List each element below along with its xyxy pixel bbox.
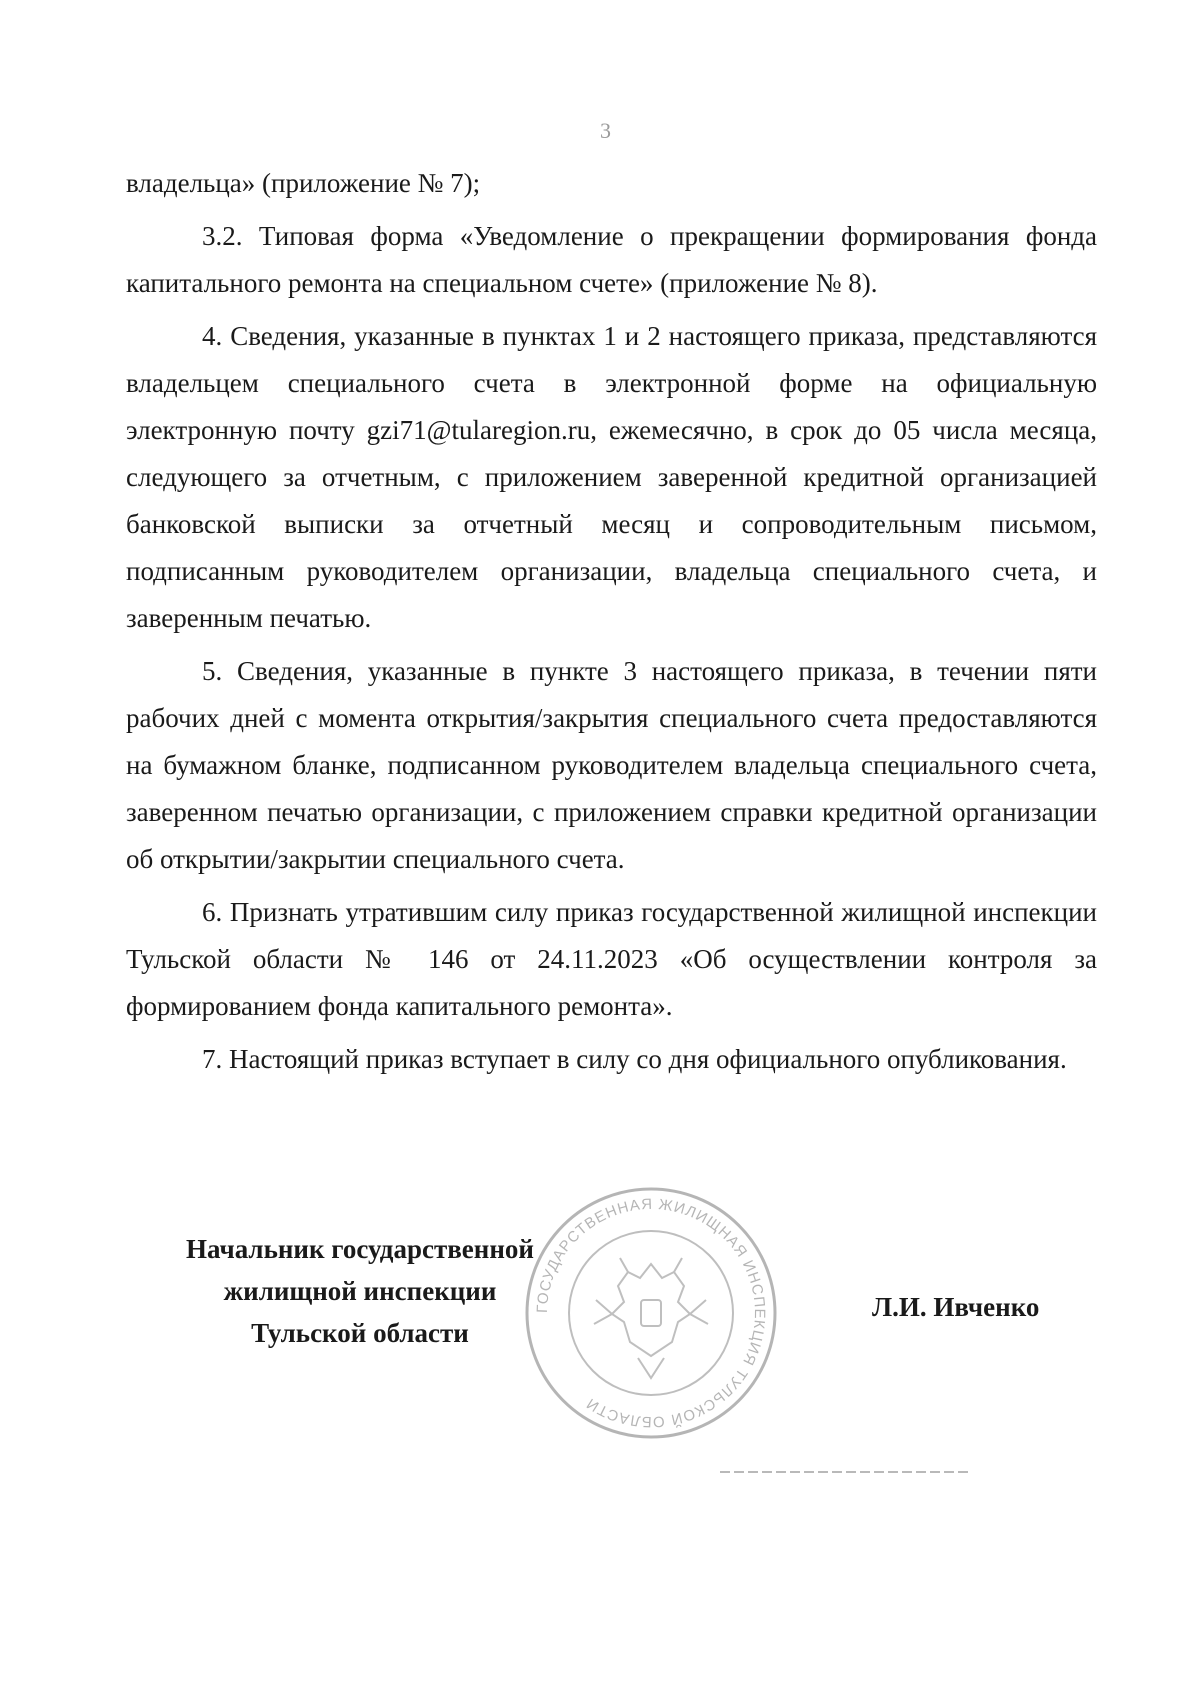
document-body [126, 160, 1097, 1089]
paragraph-3-2: 3.2. Типовая форма «Уведомление о прекращении формирования фонда капитального ремонта на специальном счете» (приложение № 8). [126, 221, 1097, 298]
paragraph-5: 5. Сведения, указанные в пункте 3 настоящего приказа, в течении пяти рабочих дней с момента открытия/закрытия специального счета предоставляются на бумажном бланке, подписанном руководителем владельца специального счета, заверенном печатью организации, с приложением справки кредитной организации об открытии/закрытии специального счета. [126, 656, 1097, 874]
paragraph-4: 4. Сведения, указанные в пунктах 1 и 2 настоящего приказа, представляются владельцем специального счета в электронной форме на официальную электронную почту gzi71@tularegion.ru, ежемесячно, в срок до 05 числа месяца, следующего за отчетным, с приложением заверенной кредитной организацией банковской выписки за отчетный месяц и сопроводительным письмом, подписанным руководителем организации, владельца специального счета, и заверенным печатью. [126, 321, 1097, 633]
signatory-name: Л.И. Ивченко [872, 1292, 1040, 1322]
seal-text: ГОСУДАРСТВЕННАЯ ЖИЛИЩНАЯ ИНСПЕКЦИЯ ТУЛЬСКОЙ ОБЛАСТИ [533, 1195, 769, 1431]
official-seal-icon [520, 1182, 782, 1444]
position-line-2: жилищной инспекции [223, 1276, 497, 1306]
faint-footer-line [720, 1471, 968, 1473]
position-line-3: Тульской области [251, 1318, 469, 1348]
position-line-1: Начальник государственной [186, 1234, 534, 1264]
paragraph-7: 7. Настоящий приказ вступает в силу со дня официального опубликования. [202, 1044, 1067, 1074]
paragraph-continuation: владельца» (приложение № 7); [126, 168, 481, 198]
signatory-position [160, 1228, 560, 1354]
page-number: 3 [600, 118, 611, 143]
paragraph-6: 6. Признать утратившим силу приказ государственной жилищной инспекции Тульской области № 146 от 24.11.2023 «Об осуществлении контроля за формированием фонда капитального ремонта». [126, 897, 1097, 1021]
